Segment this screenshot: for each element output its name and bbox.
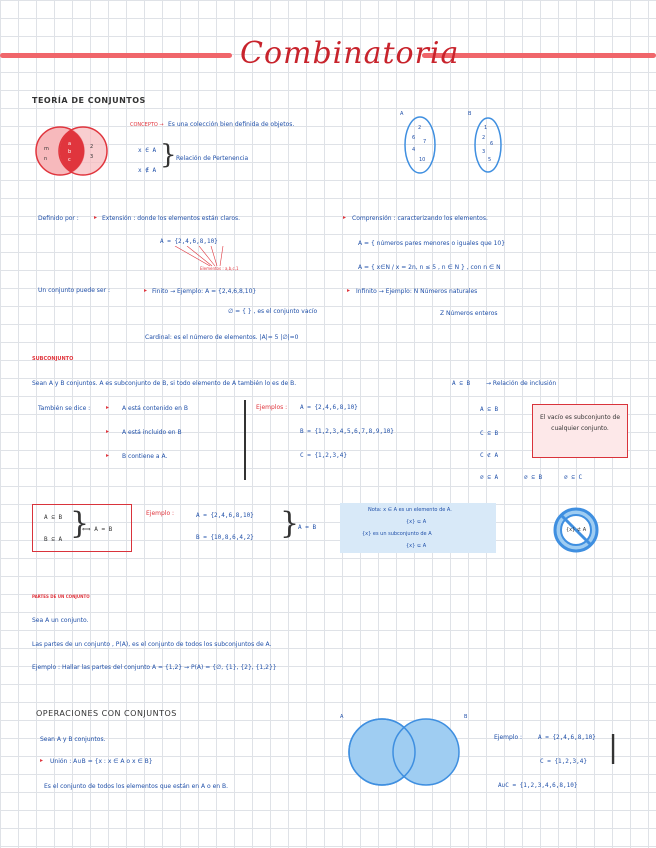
relacion-pertenencia: Relación de Pertenencia (176, 155, 249, 162)
partes-sea: Sea A un conjunto. (32, 617, 89, 624)
igualdad-line2: B ⊆ A (44, 536, 63, 543)
svg-text:2: 2 (418, 125, 422, 131)
arrow-bullet-2: ▸ (343, 214, 347, 221)
igualdad-ej1: A = {2,4,6,8,10} (196, 512, 254, 519)
svg-text:a: a (68, 141, 72, 147)
section-partes: PARTES DE UN CONJUNTO (32, 594, 90, 599)
elementos-note: Elementos : a,b,c,1 (200, 266, 239, 271)
rel-1: A ⊆ B (480, 406, 499, 413)
svg-text:6: 6 (412, 135, 416, 141)
partes-def: Las partes de un conjunto , P(A), es el conjunto de todos los subconjuntos de A. (32, 641, 272, 648)
puede-ser-text: Un conjunto puede ser : (38, 287, 110, 294)
bullet-a: ▸ (106, 404, 110, 411)
svg-text:2: 2 (90, 144, 94, 150)
enteros-text: Z Números enteros (440, 310, 498, 317)
igualdad-ejemplo-label: Ejemplo : (146, 510, 175, 517)
igualdad-line1: A ⊆ B (44, 514, 63, 521)
operaciones-ejemplo-label: Ejemplo : (494, 734, 523, 741)
venn-small-diagram (28, 120, 118, 182)
svg-text:b: b (68, 149, 72, 155)
arrow-bullet-1: ▸ (94, 214, 98, 221)
svg-text:5: 5 (488, 157, 492, 163)
rel-2: C ⊆ B (480, 430, 499, 437)
operaciones-sean: Sean A y B conjuntos. (40, 736, 106, 743)
tambien-item-2: A está incluido en B (122, 429, 182, 436)
concepto-label: CONCEPTO → (130, 122, 164, 128)
operaciones-brace: | (608, 730, 619, 765)
ejemplos-label: Ejemplos : (256, 404, 288, 411)
note-line1: Nota: x ∈ A es un elemento de A. (368, 507, 452, 513)
finito-text: Finito → Ejemplo: A = {2,4,6,8,10} (152, 288, 257, 295)
vertical-divider (244, 400, 246, 480)
union-def-text: Es el conjunto de todos los elementos que están en A o en B. (44, 783, 229, 790)
union-bullet: ▸ (40, 757, 44, 764)
comprension-example-1: A = { números pares menores o iguales que 10} (358, 240, 506, 247)
svg-text:3: 3 (90, 154, 94, 160)
section-operaciones: OPERACIONES CON CONJUNTOS (36, 709, 177, 718)
svg-text:6: 6 (490, 141, 494, 147)
arrow-bullet-3: ▸ (144, 287, 148, 294)
rel-3: C ⊄ A (480, 452, 499, 459)
page-title: Combinatoria (240, 36, 460, 71)
tambien-label: También se dice : (38, 405, 91, 412)
note-line2: {x} ⊆ A (406, 519, 427, 525)
concepto-text: Es una colección bien definida de objetos. (168, 121, 295, 128)
vacio-box-text: El vacío es subconjunto de cualquier conjunto. (539, 414, 621, 432)
not-subset-text: {x} ⊄ A (566, 527, 587, 533)
igualdad-ej2: B = {10,8,6,4,2} (196, 534, 254, 541)
inclusion-text: → Relación de inclusión (486, 380, 557, 387)
bullet-b: ▸ (106, 428, 110, 435)
section-subconjunto: SUBCONJUNTO (32, 356, 74, 362)
extension-text: Extensión : donde los elementos están claros. (102, 215, 241, 222)
svg-text:m: m (44, 146, 49, 152)
svg-text:4: 4 (412, 147, 416, 153)
extension-example: A = {2,4,6,8,10} (160, 238, 218, 245)
infinito-text: Infinito → Ejemplo: N Números naturales (356, 288, 478, 295)
note-line4: {x} ⊆ A (406, 543, 427, 549)
title-bar-left (0, 53, 232, 58)
union-venn-label-b: B (464, 714, 468, 720)
subconjunto-def: Sean A y B conjuntos. A es subconjunto de B, si todo elemento de A también lo es de B. (32, 380, 297, 387)
section-teoria: TEORÍA DE CONJUNTOS (32, 96, 146, 105)
tambien-item-1: A está contenido en B (122, 405, 188, 412)
pertenencia-line2: x ∉ A (138, 167, 157, 174)
vacio-text: ∅ = { } , es el conjunto vacío (228, 308, 318, 315)
rel-bottom-2: ∅ ⊆ B (524, 474, 543, 481)
comprension-text: Comprensión : caracterizando los elementos. (352, 215, 488, 222)
arrow-bullet-4: ▸ (347, 287, 351, 294)
note-line3: {x} es un subconjunto de A (362, 531, 432, 537)
igualdad-ej-brace: } (280, 506, 300, 541)
cardinal-text: Cardinal: es el número de elementos. |A|= 5 |∅|=0 (145, 334, 299, 341)
svg-text:B: B (468, 111, 472, 117)
definido-label: Definido por : (38, 215, 79, 222)
pertenencia-line1: x ∈ A (138, 147, 157, 154)
svg-text:A: A (400, 111, 404, 117)
bullet-c: ▸ (106, 452, 110, 459)
oval-sets (396, 105, 516, 180)
svg-text:7: 7 (423, 139, 427, 145)
svg-text:c: c (68, 157, 71, 163)
brace-pertenencia: } (160, 140, 177, 170)
svg-text:3: 3 (482, 149, 486, 155)
igualdad-ej-result: A = B (298, 524, 317, 531)
igualdad-brace: } (70, 506, 90, 541)
ejemplo-c: C = {1,2,3,4} (300, 452, 347, 459)
operaciones-ej1: A = {2,4,6,8,10} (538, 734, 596, 741)
operaciones-ej2: C = {1,2,3,4} (540, 758, 587, 765)
rel-bottom-3: ∅ ⊆ C (564, 474, 583, 481)
union-venn-diagram (334, 712, 474, 792)
union-def-set: Unión : A∪B = {x : x ∈ A o x ∈ B} (50, 758, 153, 765)
svg-text:n: n (44, 156, 48, 162)
inclusion-symbol: A ⊆ B (452, 380, 471, 387)
igualdad-result: ⟺ A = B (82, 526, 113, 533)
union-result: A∪C = {1,2,3,4,6,8,10} (498, 782, 578, 789)
comprension-example-2: A = { x∈N / x = 2n, n ≤ 5 , n ∈ N } , con n ∈ N (358, 264, 501, 271)
tambien-item-3: B contiene a A. (122, 453, 168, 460)
elements-fan-lines (165, 246, 255, 268)
svg-text:2: 2 (482, 135, 486, 141)
rel-bottom-1: ∅ ⊆ A (480, 474, 499, 481)
ejemplo-a: A = {2,4,6,8,10} (300, 404, 358, 411)
ejemplo-b: B = {1,2,3,4,5,6,7,8,9,10} (300, 428, 394, 435)
svg-text:1: 1 (484, 125, 488, 131)
union-venn-label-a: A (340, 714, 344, 720)
svg-text:10: 10 (419, 157, 426, 163)
partes-ejemplo: Ejemplo : Hallar las partes del conjunto A = {1,2} → P(A) = {∅, {1}, {2}, {1,2}} (32, 664, 277, 671)
